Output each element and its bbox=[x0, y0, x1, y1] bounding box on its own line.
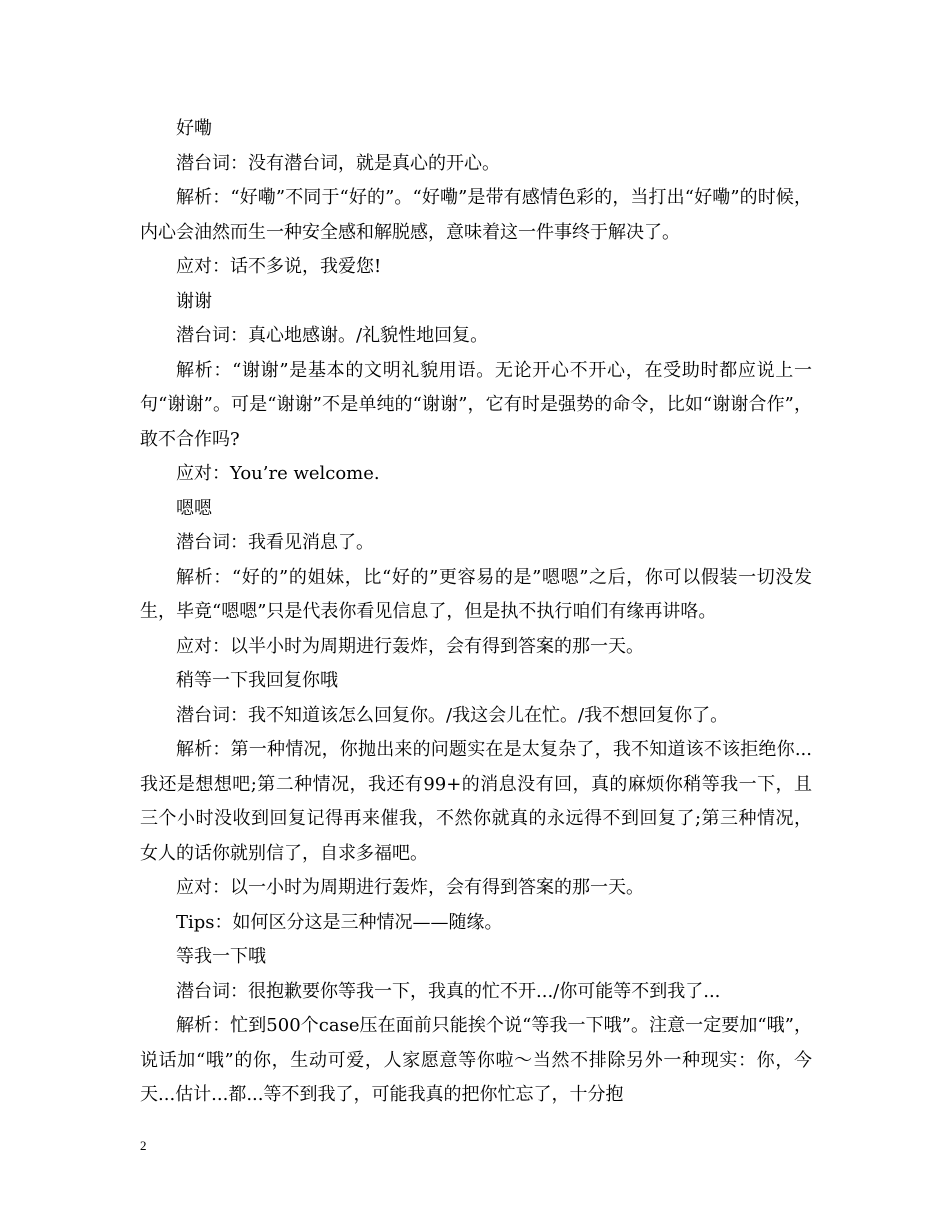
paragraph-response: 应对：话不多说，我爱您! bbox=[176, 256, 382, 277]
paragraph-subtext: 潜台词：没有潜台词，就是真心的开心。 bbox=[176, 152, 500, 174]
paragraph-response: 应对：以半小时为周期进行轰炸，会有得到答案的那一天。 bbox=[176, 635, 644, 657]
paragraph-analysis: 解析：忙到500个case压在面前只能挨个说“等我一下哦”。注意一定要加“哦”，说话加“哦”的你，生动可爱，人家愿意等你啦～当然不排除另外一种现实：你，今天...估计...都...等不到我了，可能我真的把你忙忘了，十分抱 bbox=[140, 1015, 812, 1105]
paragraph-subtext: 潜台词：很抱歉要你等我一下，我真的忙不开.../你可能等不到我了... bbox=[176, 980, 721, 1002]
paragraph-analysis: 解析：“好嘞”不同于“好的”。“好嘞”是带有感情色彩的，当打出“好嘞”的时候，内心会油然而生一种安全感和解脱感，意味着这一件事终于解决了。 bbox=[140, 187, 812, 243]
paragraph-analysis: 解析：“谢谢”是基本的文明礼貌用语。无论开心不开心，在受助时都应说上一句“谢谢”。可是“谢谢”不是单纯的“谢谢”，它有时是强势的命令，比如“谢谢合作”，敢不合作吗? bbox=[140, 359, 812, 450]
paragraph-response: 应对：You’re welcome. bbox=[176, 463, 380, 484]
paragraph-heading-enen: 嗯嗯 bbox=[176, 497, 212, 519]
paragraph-heading-shaodeng: 稍等一下我回复你哦 bbox=[176, 670, 338, 691]
paragraph-tips: Tips：如何区分这是三种情况——随缘。 bbox=[176, 911, 503, 933]
document-body bbox=[140, 112, 812, 1113]
page-number: 2 bbox=[140, 1138, 147, 1153]
paragraph-heading-dengwo: 等我一下哦 bbox=[176, 946, 266, 967]
paragraph-analysis: 解析：“好的”的姐妹，比“好的”更容易的是”嗯嗯”之后，你可以假装一切没发生，毕竟“嗯嗯”只是代表你看见信息了，但是执不执行咱们有缘再讲咯。 bbox=[140, 566, 812, 622]
paragraph-subtext: 潜台词：我看见消息了。 bbox=[176, 532, 374, 553]
paragraph-analysis: 解析：第一种情况，你抛出来的问题实在是太复杂了，我不知道该不该拒绝你...我还是想想吧;第二种情况，我还有99+的消息没有回，真的麻烦你稍等我一下，且三个小时没收到回复记得再来催我，不然你就真的永远得不到回复了;第三种情况，女人的话你就别信了，自求多福吧。 bbox=[140, 739, 812, 864]
paragraph-subtext: 潜台词：我不知道该怎么回复你。/我这会儿在忙。/我不想回复你了。 bbox=[176, 704, 729, 726]
paragraph-heading-xiexie: 谢谢 bbox=[176, 290, 212, 312]
paragraph-response: 应对：以一小时为周期进行轰炸，会有得到答案的那一天。 bbox=[176, 877, 644, 898]
paragraph-subtext: 潜台词：真心地感谢。/礼貌性地回复。 bbox=[176, 325, 489, 346]
paragraph-heading-haolei: 好嘞 bbox=[176, 118, 212, 139]
